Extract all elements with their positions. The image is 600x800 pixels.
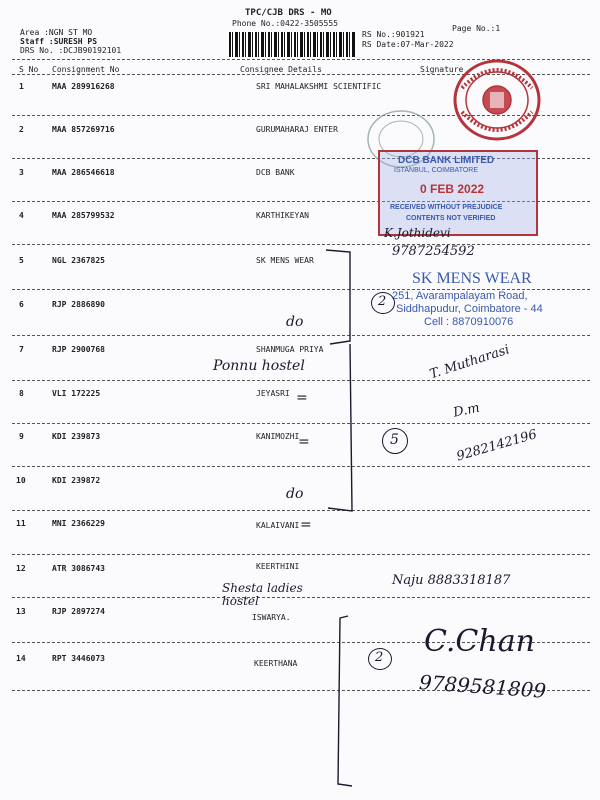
row-sno: 4	[19, 211, 24, 220]
row-sno: 9	[19, 432, 24, 441]
bank-stamp	[378, 150, 538, 236]
row-divider	[12, 554, 590, 555]
row-sno: 14	[16, 654, 26, 663]
barcode	[229, 32, 355, 57]
bank-stamp-name: DCB BANK LIMITED	[398, 155, 495, 166]
shop-stamp-address1: 251, Avarampalayam Road,	[392, 290, 528, 302]
handwritten-signature: C.Chan	[424, 624, 535, 659]
row-divider	[12, 244, 590, 245]
ditto-mark: do	[286, 314, 304, 330]
phone-number: Phone No.:0422-3505555	[232, 19, 338, 28]
circled-count: 2	[371, 292, 395, 314]
row-sno: 13	[16, 607, 26, 616]
circled-count: 5	[382, 428, 408, 454]
row-consignment: NGL 2367825	[52, 256, 105, 265]
row-consignment: VLI 172225	[52, 389, 101, 398]
row-sno: 1	[19, 82, 24, 91]
row-consignee: GURUMAHARAJ ENTER	[256, 125, 338, 134]
row-consignment: MNI 2366229	[52, 519, 105, 528]
circled-count: 2	[368, 648, 392, 670]
row-consignment: RJP 2897274	[52, 607, 105, 616]
row-divider	[12, 510, 590, 511]
row-divider	[12, 335, 590, 336]
shop-stamp-name: SK MENS WEAR	[412, 270, 532, 287]
shop-stamp-cell: Cell : 8870910076	[424, 316, 514, 328]
row-sno: 5	[19, 256, 24, 265]
row-sno: 12	[16, 564, 26, 573]
rs-date: RS Date:07-Mar-2022	[362, 40, 454, 49]
scribble: =	[300, 517, 312, 533]
seal-stamp	[452, 58, 542, 142]
row-consignee: KEERTHINI	[256, 562, 300, 571]
rs-number: RS No.:901921	[362, 30, 425, 39]
row-consignment: KDI 239872	[52, 476, 101, 485]
row-consignment: RJP 2900768	[52, 345, 105, 354]
handwritten-phone: 9789581809	[418, 670, 547, 703]
row-consignment: KDI 239873	[52, 432, 101, 441]
col-signature: Signature	[420, 65, 464, 74]
handwritten-signature: T. Mutharasi	[428, 342, 512, 383]
handwritten-note: Ponnu hostel	[213, 358, 305, 374]
row-sno: 10	[16, 476, 26, 485]
row-divider	[12, 466, 590, 467]
row-sno: 6	[19, 300, 24, 309]
row-consignee: SHANMUGA PRIYA	[256, 345, 324, 354]
row-consignee: KALAIVANI	[256, 521, 300, 530]
row-consignee: DCB BANK	[256, 168, 295, 177]
row-consignee: KANIMOZHI	[256, 432, 300, 441]
row-consignment: MAA 857269716	[52, 125, 115, 134]
signature-scrawl: D.m	[452, 400, 481, 421]
scribble: =	[298, 434, 310, 450]
bank-stamp-branch: ISTANBUL, COIMBATORE	[394, 167, 479, 174]
col-sno: S No	[19, 65, 39, 74]
row-divider	[12, 380, 590, 381]
row-divider	[12, 423, 590, 424]
page-number: Page No.:1	[452, 24, 501, 33]
staff-label: Staff :SURESH PS	[20, 37, 98, 46]
handwritten-note: Shesta ladies hostel	[222, 581, 303, 608]
row-consignee: KARTHIKEYAN	[256, 211, 309, 220]
row-sno: 11	[16, 519, 26, 528]
ditto-mark: do	[286, 486, 304, 502]
row-consignee: KEERTHANA	[254, 659, 298, 668]
row-consignment: MAA 285799532	[52, 211, 115, 220]
row-consignment: ATR 3086743	[52, 564, 105, 573]
bank-stamp-note2: CONTENTS NOT VERIFIED	[406, 215, 496, 222]
row-consignee: JEYASRI	[256, 389, 290, 398]
drs-number: DRS No. :DCJB90192101	[20, 46, 122, 55]
sheet-title: TPC/CJB DRS - MO	[245, 8, 332, 18]
bank-stamp-date: 0 FEB 2022	[420, 182, 485, 196]
shop-stamp-address2: Siddhapudur, Coimbatore - 44	[396, 303, 543, 315]
row-sno: 2	[19, 125, 24, 134]
area-label: Area :NGN ST MO	[20, 28, 93, 37]
row-sno: 8	[19, 389, 24, 398]
row-consignment: MAA 289916268	[52, 82, 115, 91]
col-consignment: Consignment No	[52, 65, 120, 74]
row-consignment: MAA 286546618	[52, 168, 115, 177]
col-consignee: Consignee Details	[240, 65, 322, 74]
handwritten-phone: 9787254592	[392, 244, 475, 259]
handwritten-phone: 9282142196	[455, 427, 539, 465]
handwritten-name: K.Jothidevi	[384, 226, 451, 240]
row-consignee: SK MENS WEAR	[256, 256, 314, 265]
bracket-mark	[326, 612, 366, 792]
row-consignment: RJP 2886890	[52, 300, 105, 309]
row-consignee: SRI MAHALAKSHMI SCIENTIFIC	[256, 82, 382, 91]
row-consignee: ISWARYA.	[252, 613, 291, 622]
bracket-mark	[320, 246, 360, 516]
row-consignment: RPT 3446073	[52, 654, 105, 663]
row-sno: 7	[19, 345, 24, 354]
bank-stamp-note1: RECEIVED WITHOUT PREJUDICE	[390, 204, 503, 211]
row-sno: 3	[19, 168, 24, 177]
handwritten-signature: Naju 8883318187	[392, 573, 511, 588]
scribble: =	[296, 390, 308, 406]
